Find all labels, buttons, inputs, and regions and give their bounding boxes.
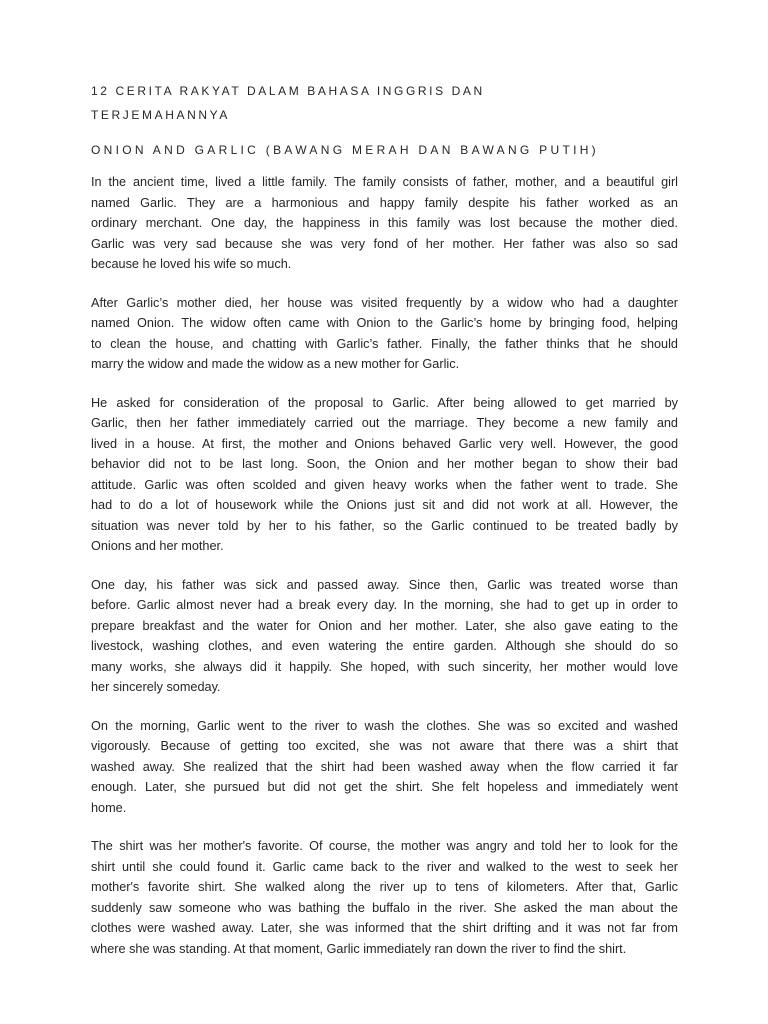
paragraph-line: shirt until she could found it. Garlic came back to the river and walked to the west to seek her xyxy=(91,859,678,874)
paragraph-line: situation was never told by her to his father, so the Garlic continued to be treated badly by xyxy=(91,518,678,533)
paragraph xyxy=(91,716,678,819)
story-body xyxy=(91,172,678,959)
story-heading: ONION AND GARLIC (BAWANG MERAH DAN BAWANG PUTIH) xyxy=(91,143,599,157)
paragraph-line: many works, she always did it happily. She hoped, with such sincerity, her mother would love xyxy=(91,659,678,674)
paragraph xyxy=(91,575,678,698)
paragraph-line: where she was standing. At that moment, Garlic immediately ran down the river to find the shirt. xyxy=(91,941,627,956)
paragraph-line: Onions and her mother. xyxy=(91,539,224,553)
paragraph-line: because he loved his wife so much. xyxy=(91,257,292,271)
paragraph-line: He asked for consideration of the proposal to Garlic. After being allowed to get married by xyxy=(91,395,678,410)
paragraph-line: livestock, washing clothes, and even watering the entire garden. Although she should do so xyxy=(91,639,678,653)
paragraph-line: to clean the house, and chatting with Garlic’s father. Finally, the father thinks that he should xyxy=(91,336,678,351)
document-title xyxy=(91,79,678,127)
paragraph-line: named Garlic. They are a harmonious and happy family despite his father worked as an xyxy=(91,195,678,210)
paragraph-line: After Garlic’s mother died, her house was visited frequently by a widow who had a daughter xyxy=(91,295,678,310)
paragraph-line: clothes were washed away. Later, she was informed that the shirt drifting and it was not far from xyxy=(91,921,678,935)
paragraph-line: her sincerely someday. xyxy=(91,680,221,694)
paragraph xyxy=(91,172,678,275)
paragraph-line: vigorously. Because of getting too excited, she was not aware that there was a shirt that xyxy=(91,739,678,753)
paragraph xyxy=(91,836,678,959)
document-page xyxy=(91,79,678,977)
paragraph-line: enough. Later, she pursued but did not get the shirt. She felt hopeless and immediately went xyxy=(91,780,678,794)
paragraph-line: Garlic was very sad because she was very fond of her mother. Her father was also so sad xyxy=(91,236,678,251)
paragraph-line: behavior did not to be last long. Soon, the Onion and her mother began to show their bad xyxy=(91,457,678,471)
paragraph-line: suddenly saw someone who was bathing the buffalo in the river. She asked the man about the xyxy=(91,900,678,915)
paragraph-line: lived in a house. At first, the mother and Onions behaved Garlic very well. However, the good xyxy=(91,436,678,451)
title-line: TERJEMAHANNYA xyxy=(91,108,230,122)
paragraph-line: named Onion. The widow often came with Onion to the Garlic’s home by bringing food, helping xyxy=(91,316,678,330)
paragraph-line: had to do a lot of housework while the Onions just sit and did not work at all. However, the xyxy=(91,498,678,512)
paragraph-line: marry the widow and made the widow as a new mother for Garlic. xyxy=(91,357,460,371)
paragraph-line: home. xyxy=(91,800,127,815)
paragraph-line: attitude. Garlic was often scolded and given heavy works when the father went to trade. She xyxy=(91,477,678,492)
paragraph-line: The shirt was her mother's favorite. Of course, the mother was angry and told her to look for the xyxy=(91,839,678,853)
paragraph xyxy=(91,293,678,375)
paragraph-line: In the ancient time, lived a little family. The family consists of father, mother, and a beautiful girl xyxy=(91,175,678,189)
paragraph-line: ordinary merchant. One day, the happiness in this family was lost because the mother died. xyxy=(91,216,678,230)
paragraph-line: One day, his father was sick and passed away. Since then, Garlic was treated worse than xyxy=(91,577,678,592)
paragraph-line: Garlic, then her father immediately carried out the marriage. They become a new family and xyxy=(91,416,678,430)
title-line: 12 CERITA RAKYAT DALAM BAHASA INGGRIS DAN xyxy=(91,84,485,98)
paragraph-line: prepare breakfast and the water for Onion and her mother. Later, she also gave eating to the xyxy=(91,618,678,633)
paragraph-line: mother's favorite shirt. She walked along the river up to tens of kilometers. After that, Garlic xyxy=(91,880,678,894)
paragraph xyxy=(91,393,678,557)
paragraph-line: before. Garlic almost never had a break every day. In the morning, she had to get up in order to xyxy=(91,598,678,612)
paragraph-line: On the morning, Garlic went to the river to wash the clothes. She was so excited and washed xyxy=(91,718,678,733)
paragraph-line: washed away. She realized that the shirt had been washed away when the flow carried it far xyxy=(91,759,678,774)
